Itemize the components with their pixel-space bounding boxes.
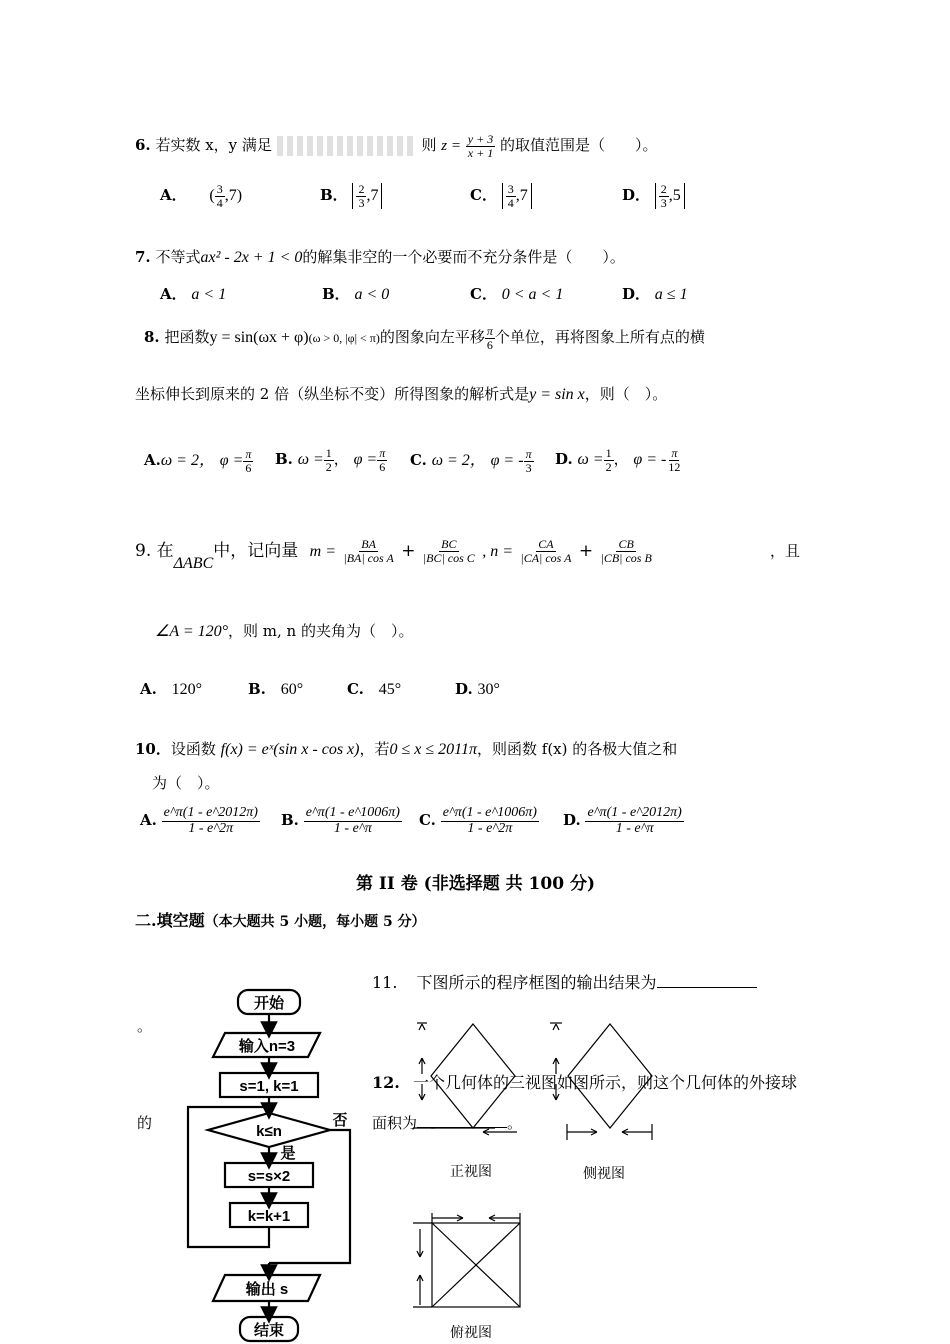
q9-term1: $\frac{BA}{\text{|BA| cos A}}$ xyxy=(343,537,394,565)
flow-yes-label: 是 xyxy=(280,1145,296,1162)
q12-end: 。 xyxy=(507,1114,523,1132)
q10-number: 10． xyxy=(135,740,171,758)
program-flowchart xyxy=(180,985,360,1344)
q9-triangle: ΔABC xyxy=(173,555,214,572)
q9-option-d[interactable]: D. 30° xyxy=(455,680,500,698)
q7-text-pre: 不等式 xyxy=(155,248,201,266)
q10-stem-line2: 为（ ）。 xyxy=(152,774,220,792)
flow-step2-label: k=k+1 xyxy=(247,1208,291,1225)
q7-option-c[interactable]: C． 0 < a < 1 xyxy=(470,285,564,303)
q11-end: 。 xyxy=(137,1017,153,1035)
flow-no-label: 否 xyxy=(332,1112,348,1129)
q8-option-a[interactable]: A.ω = 2， φ = $\frac{\pi}{6}$ xyxy=(144,446,252,475)
q8-condition: (ω > 0, |φ| < π) xyxy=(308,331,380,346)
fill-section-heading xyxy=(135,908,426,931)
q11-answer-blank[interactable] xyxy=(657,987,757,988)
q8-option-d[interactable]: D. ω = $\frac{1}{2}$ ， φ = - $\frac{\pi}{12}$ xyxy=(555,446,681,474)
q10-option-c[interactable]: C. $\frac{e\^{}\pi(1 - e\^{}1006\pi)}{1 - e\^{}2\pi}$ xyxy=(419,805,537,836)
q11-text: 下图所示的程序框图的输出结果为 xyxy=(416,973,657,992)
q9-option-c[interactable]: C. 45° xyxy=(347,680,402,698)
q8-option-c[interactable]: C. ω = 2， φ = - $\frac{\pi}{3}$ xyxy=(410,446,532,475)
q10-function: f(x) = eˣ(sin x - cos x) xyxy=(220,741,360,758)
q6-text-post: 的取值范围是（ ）。 xyxy=(500,136,658,155)
q12-number: 12. xyxy=(372,1073,400,1092)
q12-text: 一个几何体的三视图如图所示，则这个几何体的外接球 xyxy=(412,1073,797,1092)
q7-inequality: ax² - 2x + 1 < 0 xyxy=(200,249,303,266)
q8-text1-mid: 的图象向左平移 xyxy=(379,328,485,347)
q9-term4: $\frac{CB}{\text{|CB| cos B}}$ xyxy=(600,537,652,565)
q6-text-mid: 则 xyxy=(421,136,437,155)
q7-text-post: 的解集非空的一个必要而不充分条件是（ ）。 xyxy=(302,248,625,266)
flow-init-label: s=1, k=1 xyxy=(239,1078,299,1095)
q9-angle: ∠A = 120° xyxy=(155,623,229,640)
q6-option-d[interactable]: D． $\frac{2}{3}$ ,5 xyxy=(622,183,685,209)
flow-output-label: 输出 s xyxy=(245,1281,289,1298)
q8-text1-post: 个单位，再将图象上所有点的横 xyxy=(494,328,705,347)
front-view-diagram xyxy=(405,1018,525,1148)
top-view-caption: 俯视图 xyxy=(450,1325,492,1341)
q6-stem xyxy=(135,133,658,159)
q8-stem-line2 xyxy=(135,383,667,404)
q8-number: 8. xyxy=(144,328,160,347)
q6-number: 6. xyxy=(135,136,151,155)
flow-end-label: 结束 xyxy=(253,1322,285,1339)
q7-stem xyxy=(135,246,625,267)
q8-function: y = sin(ωx + φ) xyxy=(209,329,309,347)
q9-term2: $\frac{BC}{\text{|BC| cos C}}$ xyxy=(422,537,475,565)
q12-prefix: 的 xyxy=(137,1114,153,1132)
q6-fraction: $\frac{y + 3}{x + 1}$ xyxy=(467,132,494,160)
q6-option-c[interactable]: C． $\frac{3}{4}$ ,7 xyxy=(470,183,532,209)
q7-option-d[interactable]: D． a ≤ 1 xyxy=(622,285,688,303)
q8-text2-pre: 坐标伸长到原来的 2 倍（纵坐标不变）所得图象的解析式是 xyxy=(135,385,530,403)
q10-text-post: ，则函数 f(x) 的各极大值之和 xyxy=(477,740,678,758)
q10-text-pre: 设函数 xyxy=(170,740,216,758)
side-view-caption: 侧视图 xyxy=(583,1166,625,1182)
q9-line2-text: ，则 m, n 的夹角为（ ）。 xyxy=(228,622,414,640)
q6-option-a[interactable]: A． ( $\frac{3}{4}$ ,7) xyxy=(160,182,243,210)
q9-option-a[interactable]: A. 120° xyxy=(140,680,203,698)
q12-line2-text: 面积为 xyxy=(372,1114,418,1132)
q9-stem-line1: 9. 在ΔABC中，记向量 m = $\frac{BA}{\text{|BA| cos A}}$ + $\frac{BC}{\text{|BC| cos C}}$ , n = $\frac{CA}{\text{|CA| cos A}}$ + $\frac{CB}{\text{|CB| cos B}}$ xyxy=(135,537,652,572)
q7-option-a[interactable]: A． a < 1 xyxy=(160,285,227,303)
q11-stem xyxy=(372,970,757,993)
fill-note: （本大题共 5 小题，每小题 5 分） xyxy=(204,914,426,930)
q9-term3: $\frac{CA}{\text{|CA| cos A}}$ xyxy=(520,537,572,565)
q10-range: 0 ≤ x ≤ 2011π xyxy=(389,741,477,758)
front-view-caption: 正视图 xyxy=(450,1164,492,1180)
top-view-diagram xyxy=(405,1205,530,1315)
fill-title: 二.填空题 xyxy=(135,911,205,930)
q8-text2-expr: y = sin x xyxy=(529,386,585,403)
q8-text2-post: ，则（ ）。 xyxy=(584,385,668,403)
q9-stem-line2 xyxy=(155,620,414,641)
side-view-diagram xyxy=(540,1018,670,1148)
q8-option-b[interactable]: B. ω = $\frac{1}{2}$ ， φ = $\frac{\pi}{6}$ xyxy=(275,446,386,474)
q10-option-d[interactable]: D. $\frac{e\^{}\pi(1 - e\^{}2012\pi)}{1 - e\^{}\pi}$ xyxy=(563,805,682,836)
q7-number: 7. xyxy=(135,248,151,266)
q6-text-pre: 若实数 x，y 满足 xyxy=(155,136,272,155)
q9-text-mid: 中，记向量 xyxy=(213,541,299,561)
q9-n-def: , n = xyxy=(482,543,513,560)
q6-z: z = xyxy=(441,138,462,155)
flow-cond-label: k≤n xyxy=(256,1123,282,1140)
q9-tail: ，且 xyxy=(770,542,801,560)
q9-number: 9. xyxy=(135,541,152,561)
q8-shift: $\frac{\pi}{6}$ xyxy=(486,324,493,352)
q10-stem-line1 xyxy=(135,738,677,759)
q9-text-pre: 在 xyxy=(156,541,174,561)
q8-stem-line1 xyxy=(144,325,705,351)
section2-title: 第 II 卷 (非选择题 共 100 分) xyxy=(356,874,595,894)
flow-start-label: 开始 xyxy=(253,995,285,1012)
q9-m-def: m = xyxy=(309,543,337,560)
flow-step1-label: s=s×2 xyxy=(247,1168,291,1185)
q10-option-b[interactable]: B. $\frac{e\^{}\pi(1 - e\^{}1006\pi)}{1 - e\^{}\pi}$ xyxy=(281,805,400,836)
q10-option-a[interactable]: A. $\frac{e\^{}\pi(1 - e\^{}2012\pi)}{1 - e\^{}2\pi}$ xyxy=(140,805,258,836)
q11-number: 11. xyxy=(372,973,398,992)
q6-option-b[interactable]: B． $\frac{2}{3}$ ,7 xyxy=(320,183,382,209)
q6-constraint-image xyxy=(277,136,417,156)
q8-text1-pre: 把函数 xyxy=(164,328,210,347)
q10-text-mid: ，若 xyxy=(359,740,390,758)
q9-option-b[interactable]: B. 60° xyxy=(248,680,304,698)
q7-option-b[interactable]: B． a < 0 xyxy=(322,285,390,303)
flow-input-label: 输入n=3 xyxy=(238,1038,296,1055)
